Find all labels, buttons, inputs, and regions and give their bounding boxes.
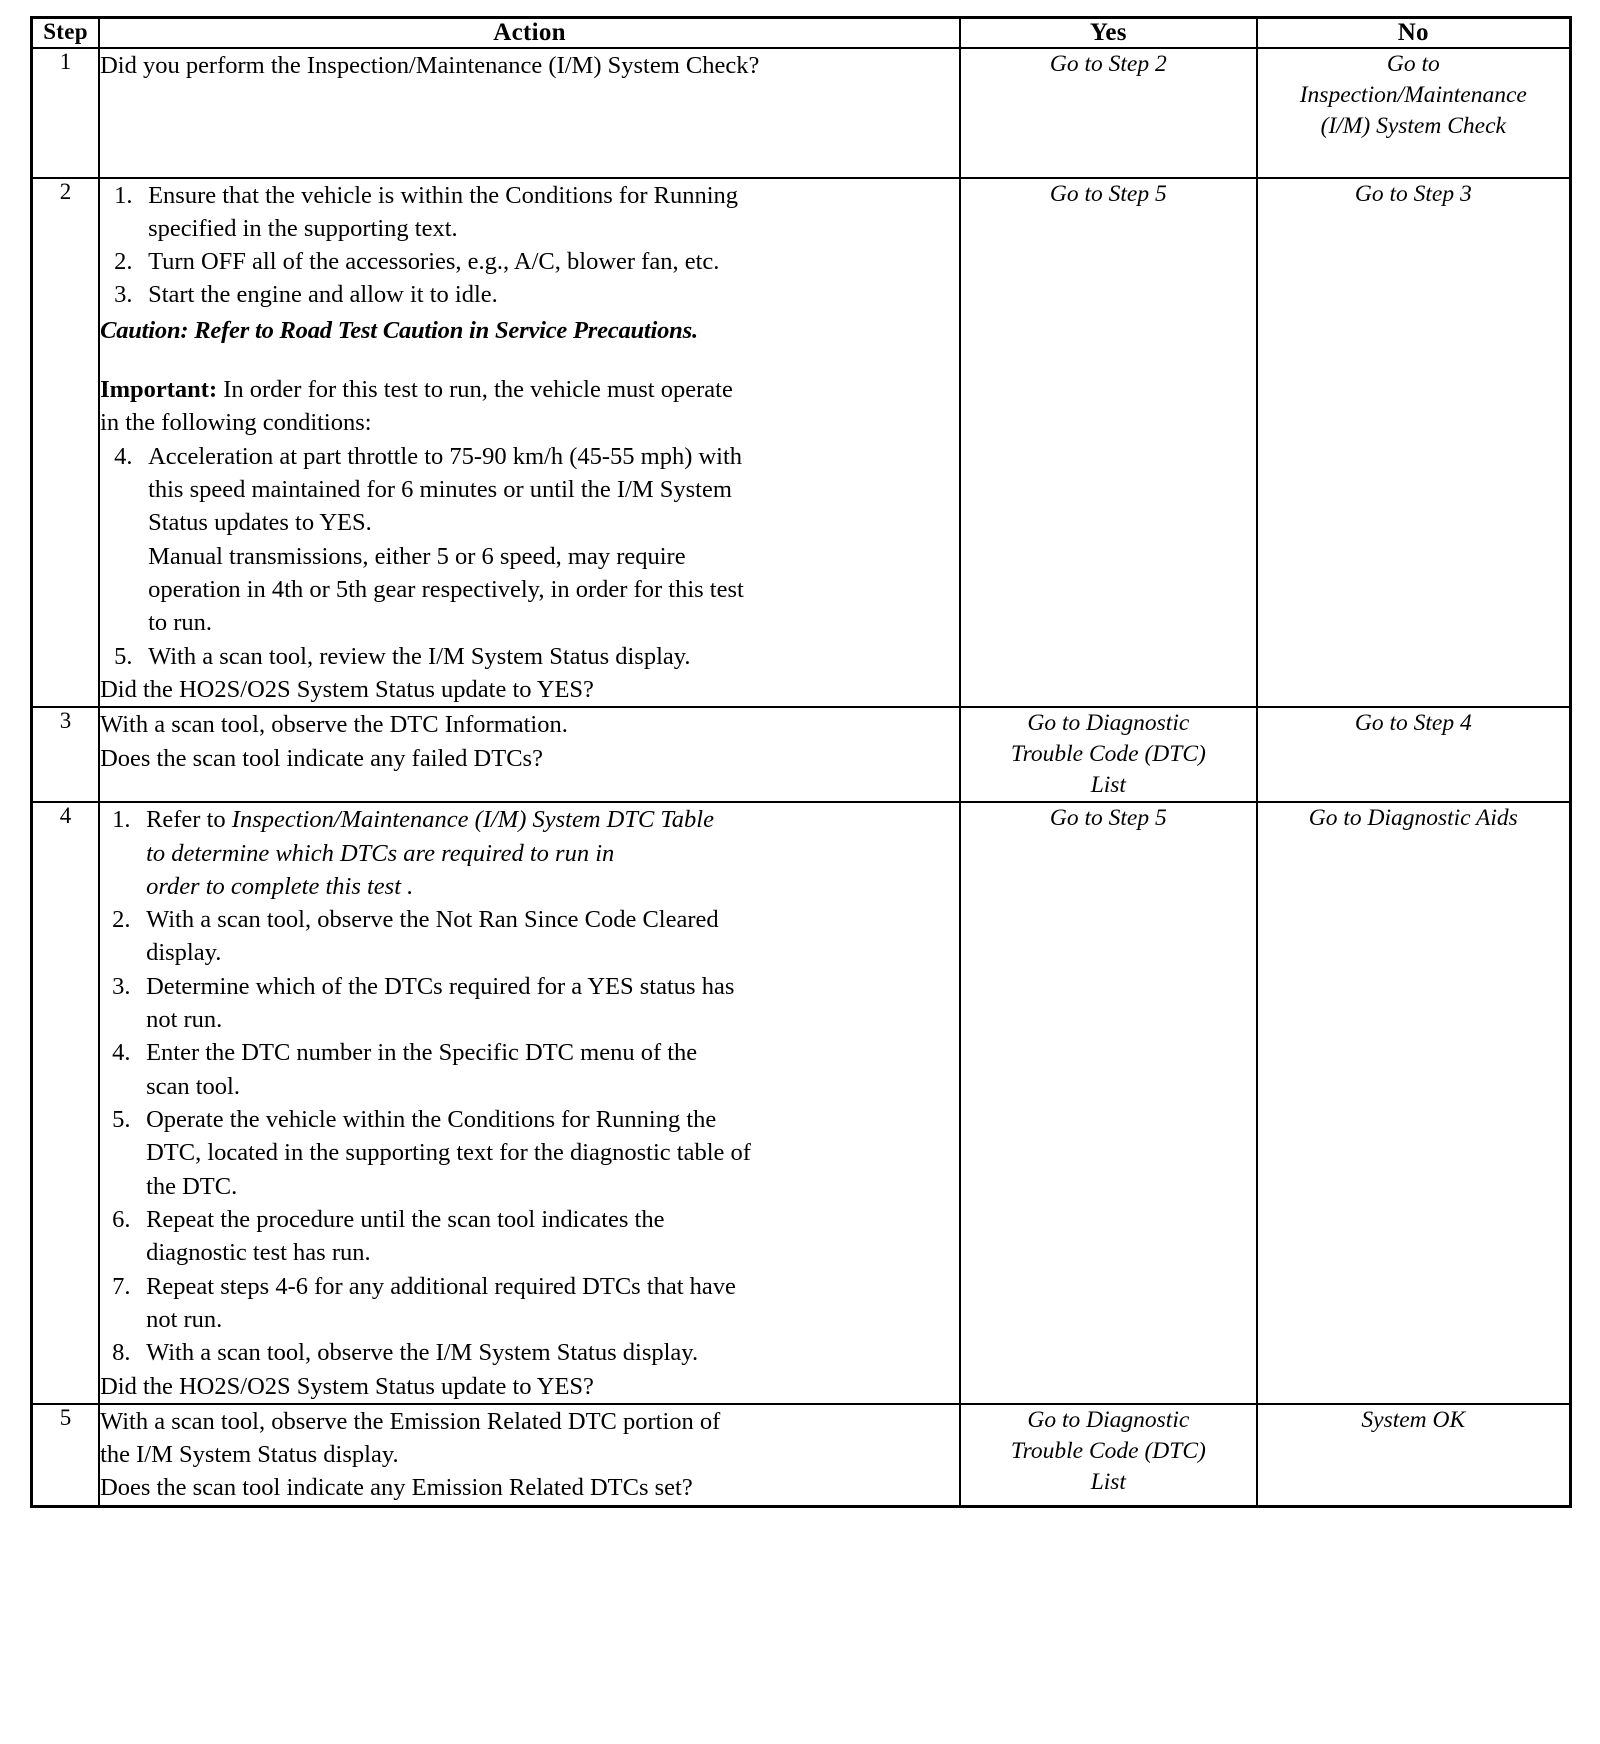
important-note-line2: in the following conditions:	[100, 409, 372, 437]
list-item-number: 4.	[112, 1039, 131, 1067]
table-body	[32, 48, 1571, 1507]
list-item-number: 4.	[114, 442, 133, 470]
table-row	[32, 48, 1571, 178]
list-item-number: 2.	[112, 906, 131, 934]
list-item-line: Start the engine and allow it to idle.	[148, 281, 498, 309]
column-header-step: Step	[32, 18, 100, 48]
no-answer-lines	[1258, 803, 1569, 834]
action-line: With a scan tool, observe the DTC Information.	[100, 711, 568, 739]
no-answer-line: Go to Step 4	[1354, 710, 1472, 737]
list-item-line: Refer to Inspection/Maintenance (I/M) System DTC Table	[146, 806, 714, 834]
list-item-line: Determine which of the DTCs required for a YES status has	[146, 972, 735, 1000]
step-number: 3	[32, 707, 100, 802]
list-item-line: diagnostic test has run.	[146, 1239, 371, 1267]
table-row	[32, 178, 1571, 708]
column-header-no: No	[1257, 18, 1571, 48]
yes-answer-line: Go to Step 5	[1049, 180, 1167, 207]
list-item	[100, 1203, 959, 1270]
yes-answer-line: Trouble Code (DTC)	[1010, 741, 1206, 768]
yes-answer-lines	[961, 1405, 1255, 1498]
table-row	[32, 802, 1571, 1404]
list-item	[100, 1270, 959, 1337]
yes-answer	[960, 1404, 1256, 1506]
caution-note: Caution: Refer to Road Test Caution in Service Precautions.	[100, 316, 698, 344]
list-item-line: Acceleration at part throttle to 75-90 km/h (45-55 mph) with	[148, 442, 743, 470]
list-item-number: 1.	[112, 806, 131, 834]
step-number: 5	[32, 1404, 100, 1506]
list-item-line: not run.	[146, 1006, 223, 1034]
list-item-line: order to complete this test .	[146, 872, 414, 900]
action-line: With a scan tool, observe the Emission Related DTC portion of	[100, 1407, 721, 1435]
list-item-line: Turn OFF all of the accessories, e.g., A/C, blower fan, etc.	[148, 248, 720, 276]
step-number: 1	[32, 48, 100, 178]
action-step-list	[100, 803, 959, 1369]
no-answer-line: System OK	[1361, 1406, 1466, 1433]
no-answer-line: (I/M) System Check	[1320, 112, 1506, 139]
list-item-line: to run.	[148, 609, 213, 637]
action-step-list	[100, 179, 959, 312]
list-item-number: 8.	[112, 1339, 131, 1367]
list-item-line: Ensure that the vehicle is within the Conditions for Running	[148, 181, 739, 209]
list-item-line: Repeat steps 4-6 for any additional required DTCs that have	[146, 1272, 736, 1300]
list-item-line: Manual transmissions, either 5 or 6 speed, may require	[148, 542, 686, 570]
yes-answer-lines	[961, 708, 1255, 801]
list-item	[100, 640, 959, 673]
no-answer-lines	[1258, 179, 1569, 210]
action-text	[99, 802, 960, 1404]
action-line: the I/M System Status display.	[100, 1441, 399, 1469]
list-item-line: Status updates to YES.	[148, 509, 372, 537]
important-note	[100, 373, 959, 406]
list-item	[100, 1336, 959, 1369]
diagnostic-step-table	[30, 16, 1572, 1508]
step-number: 4	[32, 802, 100, 1404]
yes-answer-line: Go to Step 2	[1049, 50, 1167, 77]
yes-answer-line: Go to Step 5	[1049, 805, 1167, 832]
list-item-number: 6.	[112, 1205, 131, 1233]
list-item-line: With a scan tool, review the I/M System Status display.	[148, 642, 691, 670]
no-answer	[1257, 178, 1571, 708]
no-answer-lines	[1258, 1405, 1569, 1436]
table-row	[32, 1404, 1571, 1506]
list-item-line: to determine which DTCs are required to run in	[146, 839, 615, 867]
list-item-line: operation in 4th or 5th gear respectively, in order for this test	[148, 575, 744, 603]
yes-answer-line: Go to Diagnostic	[1027, 1406, 1190, 1433]
list-item-line: not run.	[146, 1305, 223, 1333]
list-item-number: 5.	[112, 1106, 131, 1134]
no-answer-line: Go to	[1386, 50, 1440, 77]
no-answer	[1257, 802, 1571, 1404]
list-item	[100, 1036, 959, 1103]
list-item-line: Repeat the procedure until the scan tool indicates the	[146, 1205, 665, 1233]
list-item	[100, 970, 959, 1037]
list-item-line: scan tool.	[146, 1072, 240, 1100]
action-text	[99, 1404, 960, 1506]
yes-answer	[960, 178, 1256, 708]
yes-answer-line: Go to Diagnostic	[1027, 710, 1190, 737]
list-item-number: 1.	[114, 181, 133, 209]
action-text	[99, 707, 960, 802]
list-item-number: 2.	[114, 248, 133, 276]
list-item-line: display.	[146, 939, 222, 967]
yes-answer	[960, 802, 1256, 1404]
yes-answer-line: Trouble Code (DTC)	[1010, 1437, 1206, 1464]
list-item-line: With a scan tool, observe the I/M System Status display.	[146, 1339, 699, 1367]
column-header-yes: Yes	[960, 18, 1256, 48]
action-step-list-2	[100, 440, 959, 673]
list-item-line: the DTC.	[146, 1172, 238, 1200]
important-text: In order for this test to run, the vehicle must operate	[217, 376, 733, 404]
yes-answer-lines	[961, 49, 1255, 80]
list-item-number: 3.	[112, 972, 131, 1000]
action-question: Does the scan tool indicate any Emission Related DTCs set?	[100, 1474, 693, 1502]
list-item	[100, 803, 959, 903]
yes-answer	[960, 707, 1256, 802]
no-answer-line: Go to Step 3	[1354, 180, 1472, 207]
action-question: Did the HO2S/O2S System Status update to YES?	[100, 1372, 594, 1400]
action-question: Did the HO2S/O2S System Status update to YES?	[100, 675, 594, 703]
yes-answer	[960, 48, 1256, 178]
list-item	[100, 1103, 959, 1203]
list-item	[100, 278, 959, 311]
list-item-line: Operate the vehicle within the Conditions for Running the	[146, 1106, 717, 1134]
header-row	[32, 18, 1571, 48]
no-answer	[1257, 707, 1571, 802]
list-item	[100, 903, 959, 970]
yes-answer-line: List	[1090, 772, 1126, 799]
vertical-spacer	[100, 347, 959, 373]
no-answer	[1257, 48, 1571, 178]
step-number: 2	[32, 178, 100, 708]
column-header-action: Action	[99, 18, 960, 48]
list-item-line: this speed maintained for 6 minutes or until the I/M System	[148, 476, 732, 503]
list-item-line: With a scan tool, observe the Not Ran Since Code Cleared	[146, 906, 719, 934]
important-label: Important:	[100, 376, 218, 404]
no-answer-line: Inspection/Maintenance	[1299, 81, 1527, 108]
yes-answer-lines	[961, 179, 1255, 210]
yes-answer-lines	[961, 803, 1255, 834]
no-answer-line: Go to Diagnostic Aids	[1308, 805, 1518, 832]
list-item	[100, 179, 959, 246]
list-item-number: 7.	[112, 1272, 131, 1300]
table-head	[32, 18, 1571, 48]
no-answer	[1257, 1404, 1571, 1506]
list-item-number: 5.	[114, 642, 133, 670]
list-item-line: DTC, located in the supporting text for the diagnostic table of	[146, 1139, 751, 1167]
no-answer-lines	[1258, 49, 1569, 142]
no-answer-lines	[1258, 708, 1569, 739]
list-item	[100, 440, 959, 640]
action-text	[99, 178, 960, 708]
list-item-line: specified in the supporting text.	[148, 214, 458, 242]
list-item	[100, 245, 959, 278]
action-question: Does the scan tool indicate any failed DTCs?	[100, 744, 543, 772]
yes-answer-line: List	[1090, 1468, 1126, 1495]
action-question: Did you perform the Inspection/Maintenance (I/M) System Check?	[100, 51, 760, 79]
table-row	[32, 707, 1571, 802]
list-item-line: Enter the DTC number in the Specific DTC menu of the	[146, 1039, 698, 1067]
action-text	[99, 48, 960, 178]
list-item-number: 3.	[114, 281, 133, 309]
